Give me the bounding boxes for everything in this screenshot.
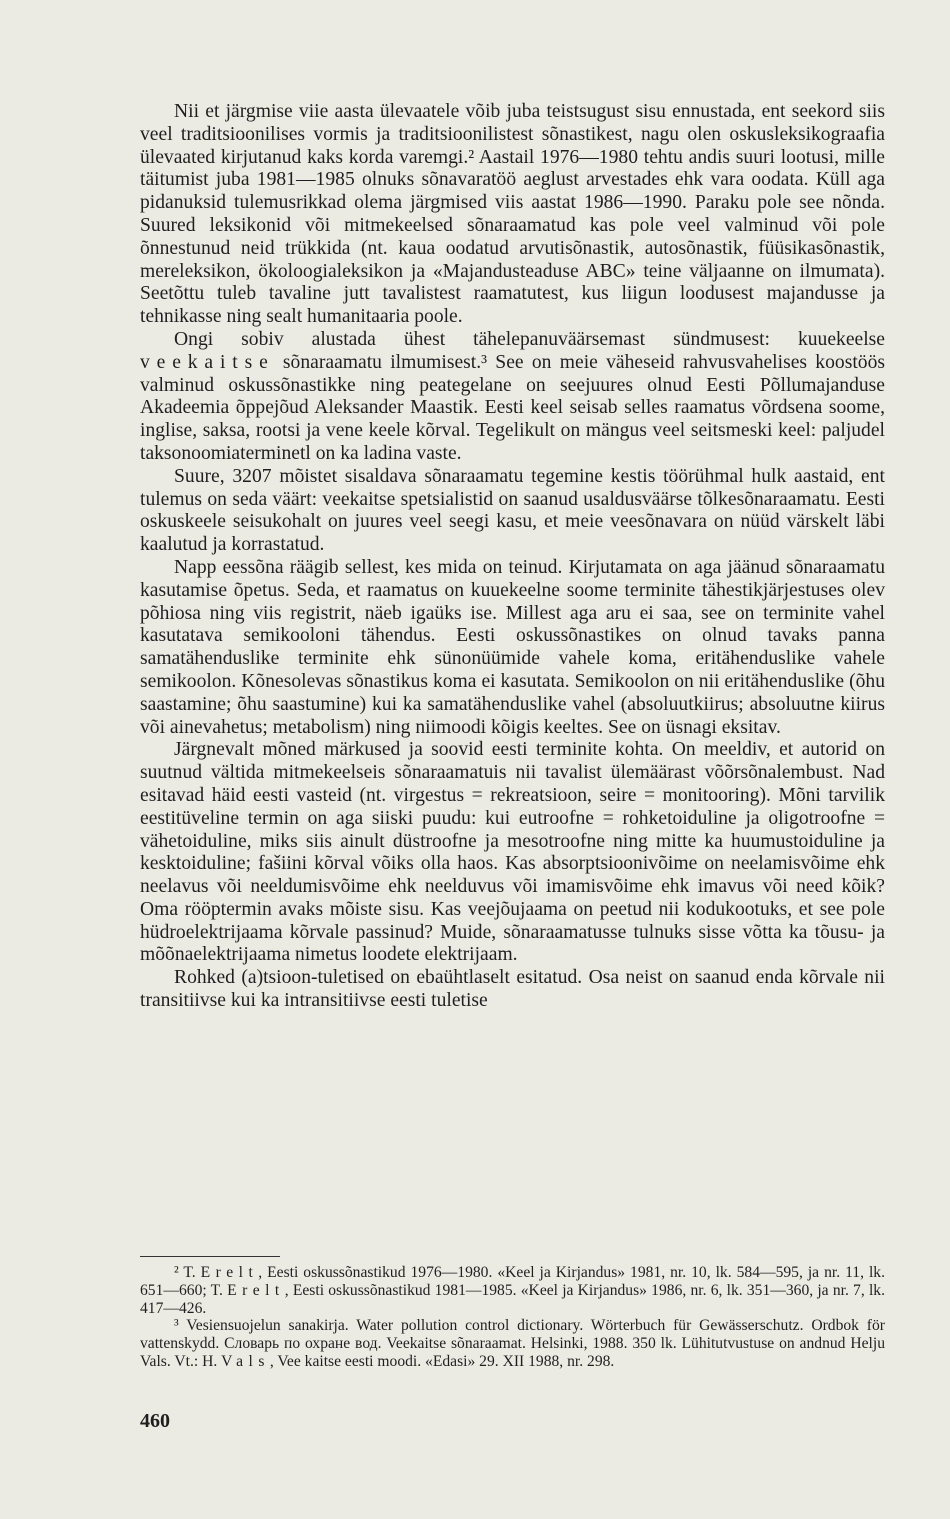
page-number: 460 [140,1410,170,1432]
paragraph-1: Nii et järgmise viie aasta ülevaatele võib juba teistsugust sisu ennustada, ent seekord siis veel traditsioonilises vormis ja traditsioonilistest sõnastikest, nagu olen oskusleksikograafia ülevaated kirjutanud kaks korda varemgi.² Aastail 1976—1980 tehtu andis suuri lootusi, mille täitumist juba 1981—1985 olnuks sõnavaratöö aeglust arvestades ehk vara oodata. Küll aga pidanuksid tulemusrikkad olema järgmised viis aastat 1986—1990. Paraku pole see nõnda. Suured leksikonid või mitmekeelsed sõnaraamatud kas pole veel valminud või pole õnnestunud neid trükkida (nt. kaua oodatud arvutisõnastik, autosõnastik, füüsikasõnastik, mereleksikon, ökoloogialeksikon ja «Majandusteaduse ABC» teine väljaanne on ilmumata). Seetõttu tuleb tavaline jutt tavalistest raamatutest, kus liigun loodusest majandusse ja tehnikasse ning sealt humanitaaria poole. [140,101,885,328]
paragraph-5: Järgnevalt mõned märkused ja soovid eesti terminite kohta. On meeldiv, et autorid on suutnud vältida mitmekeelseis sõnaraamatuis nii tavalist ülemäärast võõrsõnalembust. Nad esitavad häid eesti vasteid (nt. virgestus = rekreatsioon, seire = monitooring). Mõni tarvilik eestitüveline termin on aga siiski puudu: kui eutroofne = rohketoiduline ja oligotroofne = vähetoiduline, miks siis ainult düstroofne ja mesotroofne ning mitte ka huumustoiduline ja kesktoiduline; fašiini kõrval võiks olla haos. Kas absorptsioonivõime on neelamisvõime ehk neelavus või neeldumisvõime ehk neelduvus või imamisvõime ehk imavus või need kõik? Oma rööptermin avaks mõiste sisu. Kas veejõujaama on peetud nii kodukootuks, et see pole hüdroelektrijaama kõrvale passinud? Muide, sõnaraamatusse tulnuks sisse võtta ka tõusu- ja mõõnaelektrijaama nimetus loodete elektrijaam. [140,739,885,966]
paragraph-2 [140,329,885,466]
author-name: Erelt [227,1281,285,1299]
footnote-mark: ² [174,1264,179,1281]
author-name: Erelt [200,1264,259,1281]
footnotes [140,1264,885,1371]
footnote-text: T. [178,1264,201,1281]
footnote-text: Vesiensuojelun sanakirja. Water pollution control dictionary. Wörterbuch für Gewässerschutz. Ordbok för vattenskydd. Словарь по охране вод. Veekaitse sõnaraamat. Helsinki, 1988. 350 lk. Lühitutvustuse on andnud Helju Vals. Vt.: H. [140,1317,885,1370]
author-name: Vals [221,1352,270,1370]
main-text [140,101,885,1013]
paragraph-6: Rohked (a)tsioon-tuletised on ebaühtlaselt esitatud. Osa neist on saanud enda kõrvale nii transitiivse kui ka intransitiivse eesti tuletise [140,967,885,1012]
footnote-2 [140,1264,885,1317]
footnote-text: , Eesti oskussõnastikud 1981—1985. «Keel ja Kirjandus» 1986, nr. 6, lk. 351—360, ja nr. 7, lk. 417—426. [140,1281,885,1317]
paragraph-2-start: Ongi sobiv alustada ühest tähelepanuväärsemast sündmusest: kuuekeelse [174,328,885,350]
footnote-text: , Vee kaitse eesti moodi. «Edasi» 29. XII 1988, nr. 298. [269,1352,615,1370]
paragraph-4: Napp eessõna räägib sellest, kes mida on teinud. Kirjutamata on aga jäänud sõnaraamatu kasutamise õpetus. Seda, et raamatus on kuuekeelne soome terminite tähestikjärjestuses olev põhiosa ning viis registrit, näeb igaüks ise. Millest aga aru ei saa, see on terminite vahel kasutatava semikooloni tähendus. Eesti oskussõnastikes on olnud tavaks panna samatähenduslike terminite ehk sünonüümide vahele koma, eritähenduslike vahele semikoolon. Kõnesolevas sõnastikus koma ei kasutata. Semikoolon on nii eritähenduslike (õhu saastamine; õhu saastumine) kui ka samatähenduslike vahel (absoluutkiirus; absoluutne kiirus või ainevahetus; metabolism) ning niimoodi kõigis keeltes. See on üsnagi eksitav. [140,556,885,738]
paragraph-2-end: sõnaraamatu ilmumisest.³ See on meie väheseid rahvusvahelises koostöös valminud oskussõnastikke ning peategelane on seejuures olnud Eesti Põllumajanduse Akadeemia õppejõud Aleksander Maastik. Eesti keel seisab selles raamatus võrdsena soome, inglise, saksa, rootsi ja vene keele kõrval. Tegelikult on mängus veel seitsmeski keel: paljudel taksonoomiaterminetl on ka ladina vaste. [140,351,885,464]
spaced-term: veekaitse [140,351,275,373]
footnote-mark: ³ [174,1317,179,1335]
paragraph-3: Suure, 3207 mõistet sisaldava sõnaraamatu tegemine kestis töörühmal hulk aastaid, ent tulemus on seda väärt: veekaitse spetsialistid on saanud usaldusväärse tõlkesõnaraamatu. Eesti oskuskeele seisukohalt on juures veel seegi kasu, et meie veesõnavara on nüüd värskelt läbi kaalutud ja korrastatud. [140,465,885,556]
footnote-divider [140,1256,280,1257]
footnote-text: , Eesti oskussõnastikud 1976—1980. «Keel ja Kirjandus» 1981, nr. 10, lk. 584—595, ja nr. 11, lk. 651—660; T. [140,1264,886,1299]
footnote-3 [140,1317,885,1370]
